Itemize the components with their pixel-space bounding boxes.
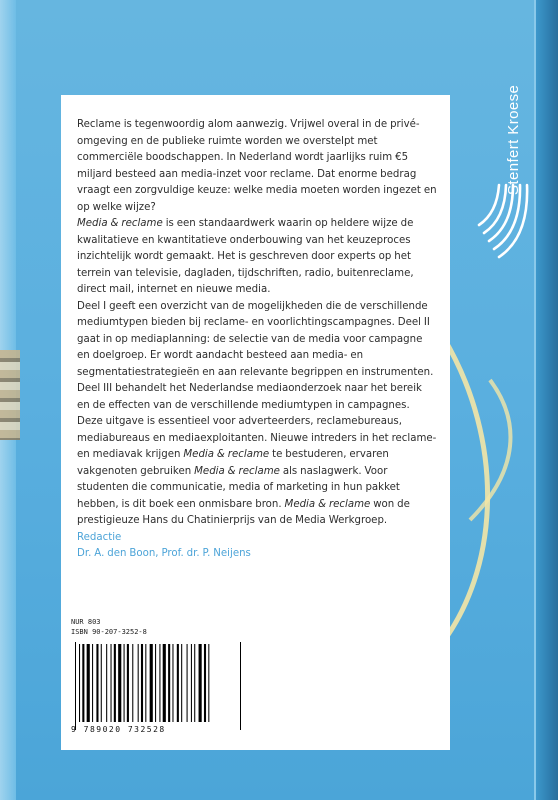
barcode-bar [141,644,143,722]
blurb-paragraph-4-text-d: won de prestigieuze Hans du Chatinierprijs van de Media Werkgroep. [77,498,410,526]
barcode-bars [76,642,238,722]
barcode-bar [191,644,192,722]
barcode-bar [177,644,179,722]
barcode-number: 9 789020 732528 [71,725,166,734]
barcode-bar [96,644,98,722]
book-title: Media & reclame [284,498,371,510]
barcode-bar [87,644,90,722]
blurb-paragraph-4-text-c: als naslagwerk. Voor studenten die communicatie, media of marketing in hun pakket hebben, is dit boek een onmisbare bron. [77,465,400,510]
barcode-bar [106,644,107,722]
barcode-bar [111,644,112,722]
barcode-bar [114,644,116,722]
blurb-text [77,117,437,563]
barcode-bar [204,644,206,722]
barcode-bar [82,644,84,722]
barcode-bar [208,644,209,722]
blurb-paragraph-4-text-a: Deze uitgave is essentieel voor adverteerders, reclamebureaus, mediabureaus en mediaexploitanten. Nieuwe intreders in het reclame- en mediavak krijgen [77,416,437,460]
barcode-bar [124,644,125,722]
credits-label: Redactie [77,531,122,543]
barcode-bar [145,644,146,722]
book-title: Media & reclame [194,465,280,477]
blurb-paragraph-2-text: is een standaardwerk waarin op heldere wijze de kwalitatieve en kwantitatieve onderbouwing van het keuzeproces inzichtelijk wordt gemaakt. Het is geschreven door experts op het terrein van televisie, dagladen, tijdschriften, radio, buitenreclame, direct mail, internet en nieuwe media. [77,218,414,295]
blurb-paragraph-4-text-b: te bestuderen, ervaren vakgenoten gebruiken [77,449,389,477]
barcode-bar [150,644,153,722]
isbn-code: ISBN 90-207-3252-8 [71,628,147,636]
blurb-paragraph-3: Deel I geeft een overzicht van de mogelijkheden die de verschillende mediumtypen bieden bij reclame- en voorlichtingscampagnes. Deel II gaat in op mediaplanning: de selectie van de media voor campagne en doelgroep. Er wordt aandacht besteed aan media- en segmentatiestrategieën en aan relevante begrippen en instrumenten. Deel III behandelt het Nederlandse mediaonderzoek naar het bereik en de effecten van de verschillende mediumtypen in campagnes. [77,300,434,411]
nur-code: NUR 803 [71,618,101,626]
barcode-area [71,618,242,744]
blurb-panel [61,95,450,750]
barcode-bar [101,644,102,722]
blurb-paragraph-2 [77,216,437,299]
credits-names: Dr. A. den Boon, Prof. dr. P. Neijens [77,548,251,559]
barcode-bar [92,644,93,722]
barcode-bar [155,644,156,722]
barcode-bar [138,644,139,722]
barcode-bar [199,644,202,722]
book-title: Media & reclame [183,449,270,460]
publisher-name: Stenfert Kroese [505,84,522,195]
barcode-bar [159,644,160,722]
barcode [75,642,241,730]
barcode-bar [194,644,195,722]
barcode-bar [127,644,129,722]
barcode-bar [132,644,133,722]
barcode-bar [187,644,188,722]
barcode-bar [181,644,182,722]
book-title: Media & reclame [77,218,163,229]
blurb-paragraph-4 [77,414,437,530]
barcode-bar [118,644,121,722]
barcode-bar [168,644,170,722]
book-spine [536,0,558,800]
barcode-bar [172,644,173,722]
barcode-bar [79,644,80,722]
blurb-paragraph-1: Reclame is tegenwoordig alom aanwezig. Vrijwel overal in de privé-omgeving en de publieke ruimte worden we overstelpt met commerciële boodschappen. In Nederland wordt jaarlijks ruim €5 miljard besteed aan media-inzet voor reclame. Dat enorme bedrag vraagt een zorgvuldige keuze: welke media moeten worden ingezet en op welke wijze? [77,119,437,213]
barcode-bar [163,644,166,722]
